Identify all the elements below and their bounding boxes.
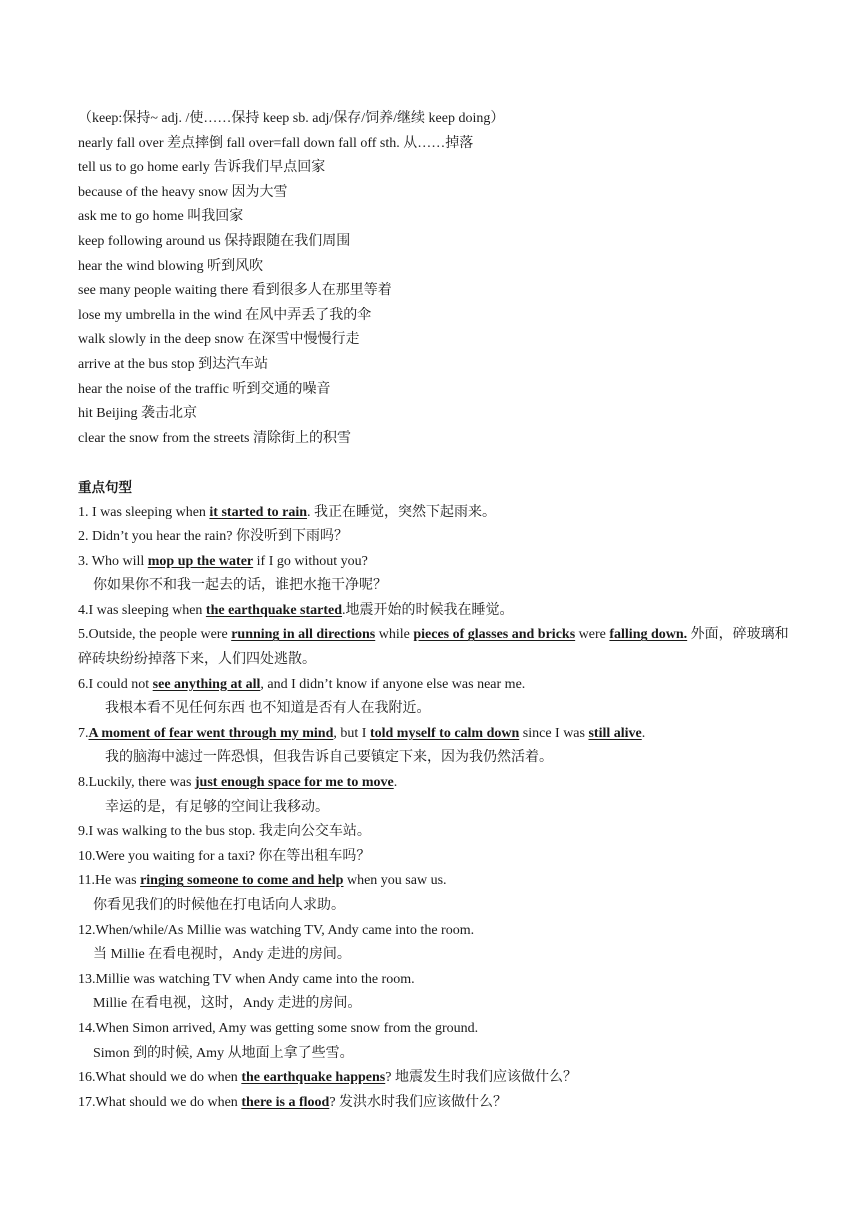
sentence-17: 17.What should we do when there is a flood? 发洪水时我们应该做什么？ <box>78 1094 508 1110</box>
phrase-line: ask me to go home 叫我回家 <box>78 209 244 225</box>
key-phrase: the earthquake happens <box>241 1070 386 1086</box>
phrase-line: arrive at the bus stop 到达汽车站 <box>78 356 269 372</box>
sentence-8: 8.Luckily, there was just enough space for me to move. <box>78 775 398 791</box>
key-phrase: running in all directions <box>231 627 376 643</box>
phrase-line: （keep:保持~ adj. /使……保持 keep sb. adj/保存/饲养/继续 keep doing） <box>78 111 505 126</box>
sentence-6-translation: 我根本看不见任何东西 也不知道是否有人在我附近。 <box>105 701 431 717</box>
section-title: 重点句型 <box>78 479 132 496</box>
sentence-11-translation: 你看见我们的时候他在打电话向人求助。 <box>93 898 345 913</box>
spacer <box>78 451 798 476</box>
sentence-5: 5.Outside, the people were running in all directions while pieces of glasses and bricks were falling down. 外面，碎玻璃和碎砖块纷纷掉落下来，人们四处逃散。 <box>78 627 789 668</box>
phrase-line: hear the wind blowing 听到风吹 <box>78 258 264 274</box>
sentence-4: 4.I was sleeping when the earthquake started.地震开始的时候我在睡觉。 <box>78 602 514 618</box>
key-phrase: mop up the water <box>147 553 254 569</box>
key-phrase: still alive <box>588 725 642 741</box>
sentence-12: 12.When/while/As Millie was watching TV, Andy came into the room. <box>78 922 475 938</box>
key-phrase: pieces of glasses and bricks <box>413 627 576 643</box>
key-phrase: see anything at all <box>152 676 261 692</box>
sentence-16: 16.What should we do when the earthquake happens? 地震发生时我们应该做什么？ <box>78 1070 577 1086</box>
phrase-list <box>78 107 798 451</box>
sentence-7-translation: 我的脑海中滤过一阵恐惧，但我告诉自己要镇定下来，因为我仍然活着。 <box>105 750 553 766</box>
phrase-line: lose my umbrella in the wind 在风中弄丢了我的伞 <box>78 307 372 323</box>
sentence-list <box>78 501 798 1116</box>
sentence-3: 3. Who will mop up the water if I go without you? <box>78 553 368 569</box>
key-phrase: told myself to calm down <box>369 725 520 741</box>
key-phrase: there is a flood <box>241 1094 330 1110</box>
phrase-line: walk slowly in the deep snow 在深雪中慢慢行走 <box>78 332 360 348</box>
document-page <box>78 107 798 1115</box>
sentence-8-translation: 幸运的是，有足够的空间让我移动。 <box>105 799 329 815</box>
key-phrase: ringing someone to come and help <box>140 873 344 889</box>
phrase-line: hit Beijing 袭击北京 <box>78 406 197 422</box>
sentence-12-translation: 当 Millie 在看电视时，Andy 走进的房间。 <box>93 947 351 963</box>
sentence-10: 10.Were you waiting for a taxi? 你在等出租车吗？ <box>78 848 371 864</box>
sentence-3-translation: 你如果你不和我一起去的话，谁把水拖干净呢？ <box>93 578 387 594</box>
phrase-line: clear the snow from the streets 清除街上的积雪 <box>78 430 351 446</box>
phrase-line: hear the noise of the traffic 听到交通的噪音 <box>78 381 331 397</box>
key-phrase: just enough space for me to move <box>194 775 394 791</box>
phrase-line: because of the heavy snow 因为大雪 <box>78 184 288 200</box>
sentence-11: 11.He was ringing someone to come and help when you saw us. <box>78 873 447 889</box>
sentence-14: 14.When Simon arrived, Amy was getting some snow from the ground. <box>78 1020 479 1036</box>
sentence-2: 2. Didn’t you hear the rain? 你没听到下雨吗？ <box>78 529 348 545</box>
key-phrase: A moment of fear went through my mind <box>88 725 334 741</box>
sentence-1: 1. I was sleeping when it started to rain. 我正在睡觉，突然下起雨来。 <box>78 504 497 520</box>
phrase-line: keep following around us 保持跟随在我们周围 <box>78 233 351 249</box>
sentence-9: 9.I was walking to the bus stop. 我走向公交车站。 <box>78 824 371 840</box>
key-phrase: the earthquake started <box>205 602 343 618</box>
sentence-13: 13.Millie was watching TV when Andy came into the room. <box>78 971 415 987</box>
sentence-7: 7.A moment of fear went through my mind, but I told myself to calm down since I was still alive. <box>78 725 646 741</box>
key-phrase: falling down. <box>609 627 688 643</box>
phrase-line: see many people waiting there 看到很多人在那里等着 <box>78 283 392 299</box>
sentence-6: 6.I could not see anything at all, and I didn’t know if anyone else was near me. <box>78 676 526 692</box>
phrase-line: tell us to go home early 告诉我们早点回家 <box>78 160 326 176</box>
key-phrase: it started to rain <box>209 504 308 520</box>
phrase-line: nearly fall over 差点摔倒 fall over=fall down fall off sth. 从……掉落 <box>78 135 474 151</box>
sentence-14-translation: Simon 到的时候, Amy 从地面上拿了些雪。 <box>93 1045 354 1061</box>
sentence-13-translation: Millie 在看电视，这时，Andy 走进的房间。 <box>93 996 362 1012</box>
